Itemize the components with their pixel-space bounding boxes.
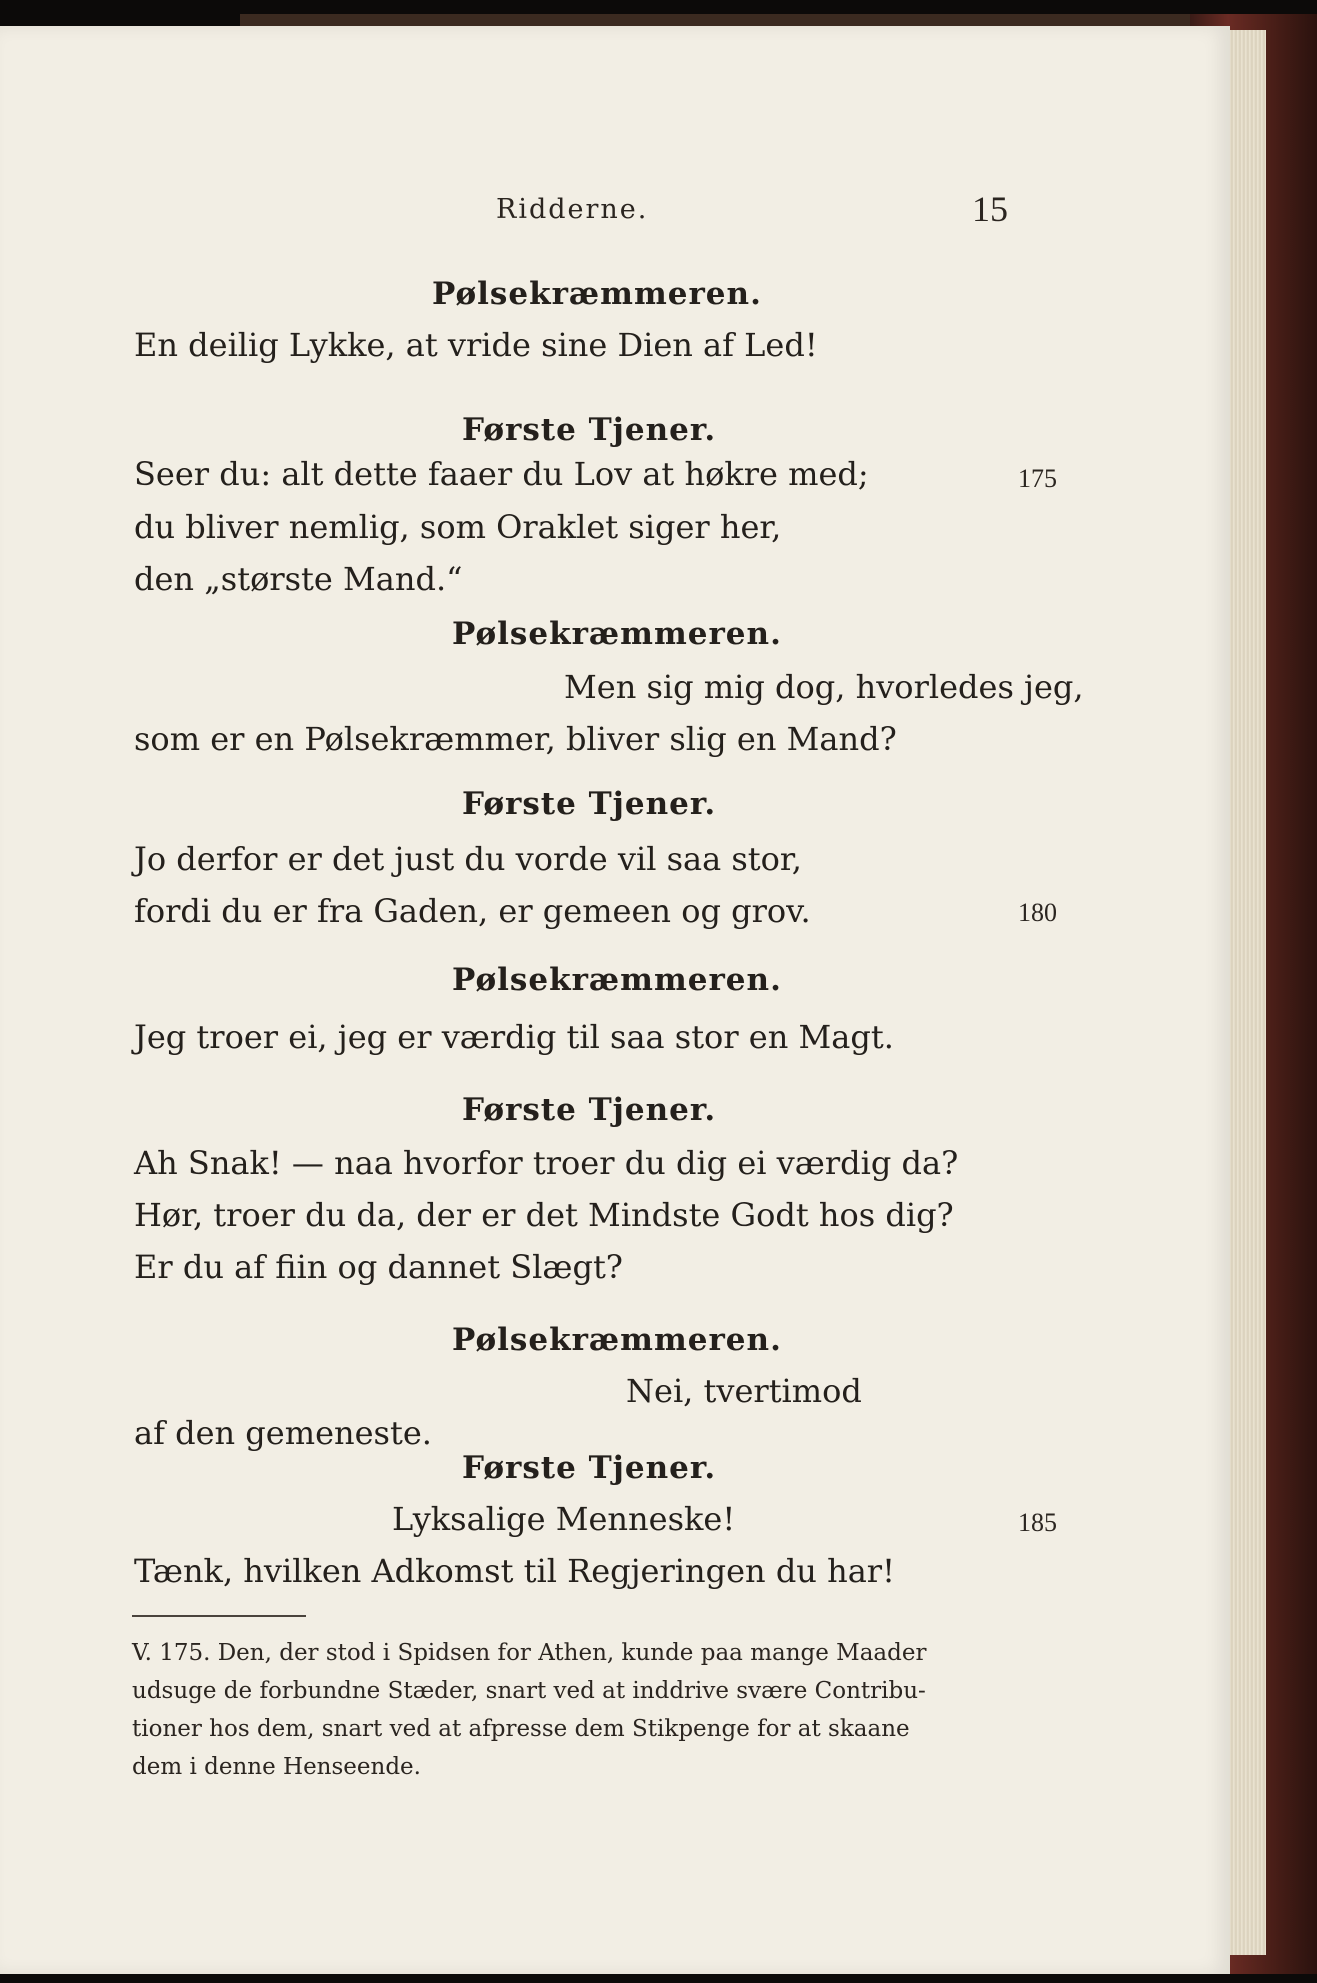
speaker-name: Første Tjener.: [462, 1092, 717, 1128]
verse-line: Hør, troer du da, der er det Mindste Godt hos dig?: [134, 1196, 954, 1234]
speaker-name: Pølsekræmmeren.: [452, 962, 782, 998]
verse-line: du bliver nemlig, som Oraklet siger her,: [134, 508, 782, 546]
speaker-name: Første Tjener.: [462, 412, 717, 448]
line-number: 175: [1018, 464, 1057, 493]
verse-line: Men sig mig dog, hvorledes jeg,: [564, 668, 1084, 706]
page-header: [0, 188, 1230, 234]
verse-line: En deilig Lykke, at vride sine Dien af Led!: [134, 326, 818, 364]
verse-line: Seer du: alt dette faaer du Lov at høkre med;: [134, 455, 869, 493]
verse-line: Jeg troer ei, jeg er værdig til saa stor en Magt.: [134, 1018, 894, 1056]
verse-line: som er en Pølsekræmmer, bliver slig en Mand?: [134, 720, 897, 758]
footnote-rule: [132, 1615, 306, 1617]
speaker-name: Første Tjener.: [462, 786, 717, 822]
verse-line: den „største Mand.“: [134, 560, 463, 598]
running-title: Ridderne.: [496, 194, 649, 225]
verse-line: Ah Snak! — naa hvorfor troer du dig ei værdig da?: [134, 1144, 959, 1182]
speaker-name: Pølsekræmmeren.: [432, 276, 762, 312]
verse-line: af den gemeneste.: [134, 1414, 432, 1452]
footnote-line: dem i denne Henseende.: [132, 1754, 421, 1780]
verse-line: Jo derfor er det just du vorde vil saa stor,: [134, 840, 802, 878]
verse-line: Er du af fiin og dannet Slægt?: [134, 1248, 623, 1286]
verse-line: fordi du er fra Gaden, er gemeen og grov.: [134, 892, 811, 930]
page-number: 15: [972, 189, 1008, 229]
verse-line: Nei, tvertimod: [626, 1372, 862, 1410]
footnote-line: tioner hos dem, snart ved at afpresse dem Stikpenge for at skaane: [132, 1716, 910, 1742]
line-number: 185: [1018, 1508, 1057, 1537]
line-number: 180: [1018, 898, 1057, 927]
footnote-line: V. 175. Den, der stod i Spidsen for Athen, kunde paa mange Maader: [132, 1640, 927, 1666]
verse-line: Tænk, hvilken Adkomst til Regjeringen du har!: [134, 1552, 895, 1590]
speaker-name: Pølsekræmmeren.: [452, 616, 782, 652]
speaker-name: Første Tjener.: [462, 1450, 717, 1486]
speaker-name: Pølsekræmmeren.: [452, 1322, 782, 1358]
footnote-line: udsuge de forbundne Stæder, snart ved at inddrive svære Contribu-: [132, 1678, 926, 1704]
verse-line: Lyksalige Menneske!: [392, 1500, 736, 1538]
